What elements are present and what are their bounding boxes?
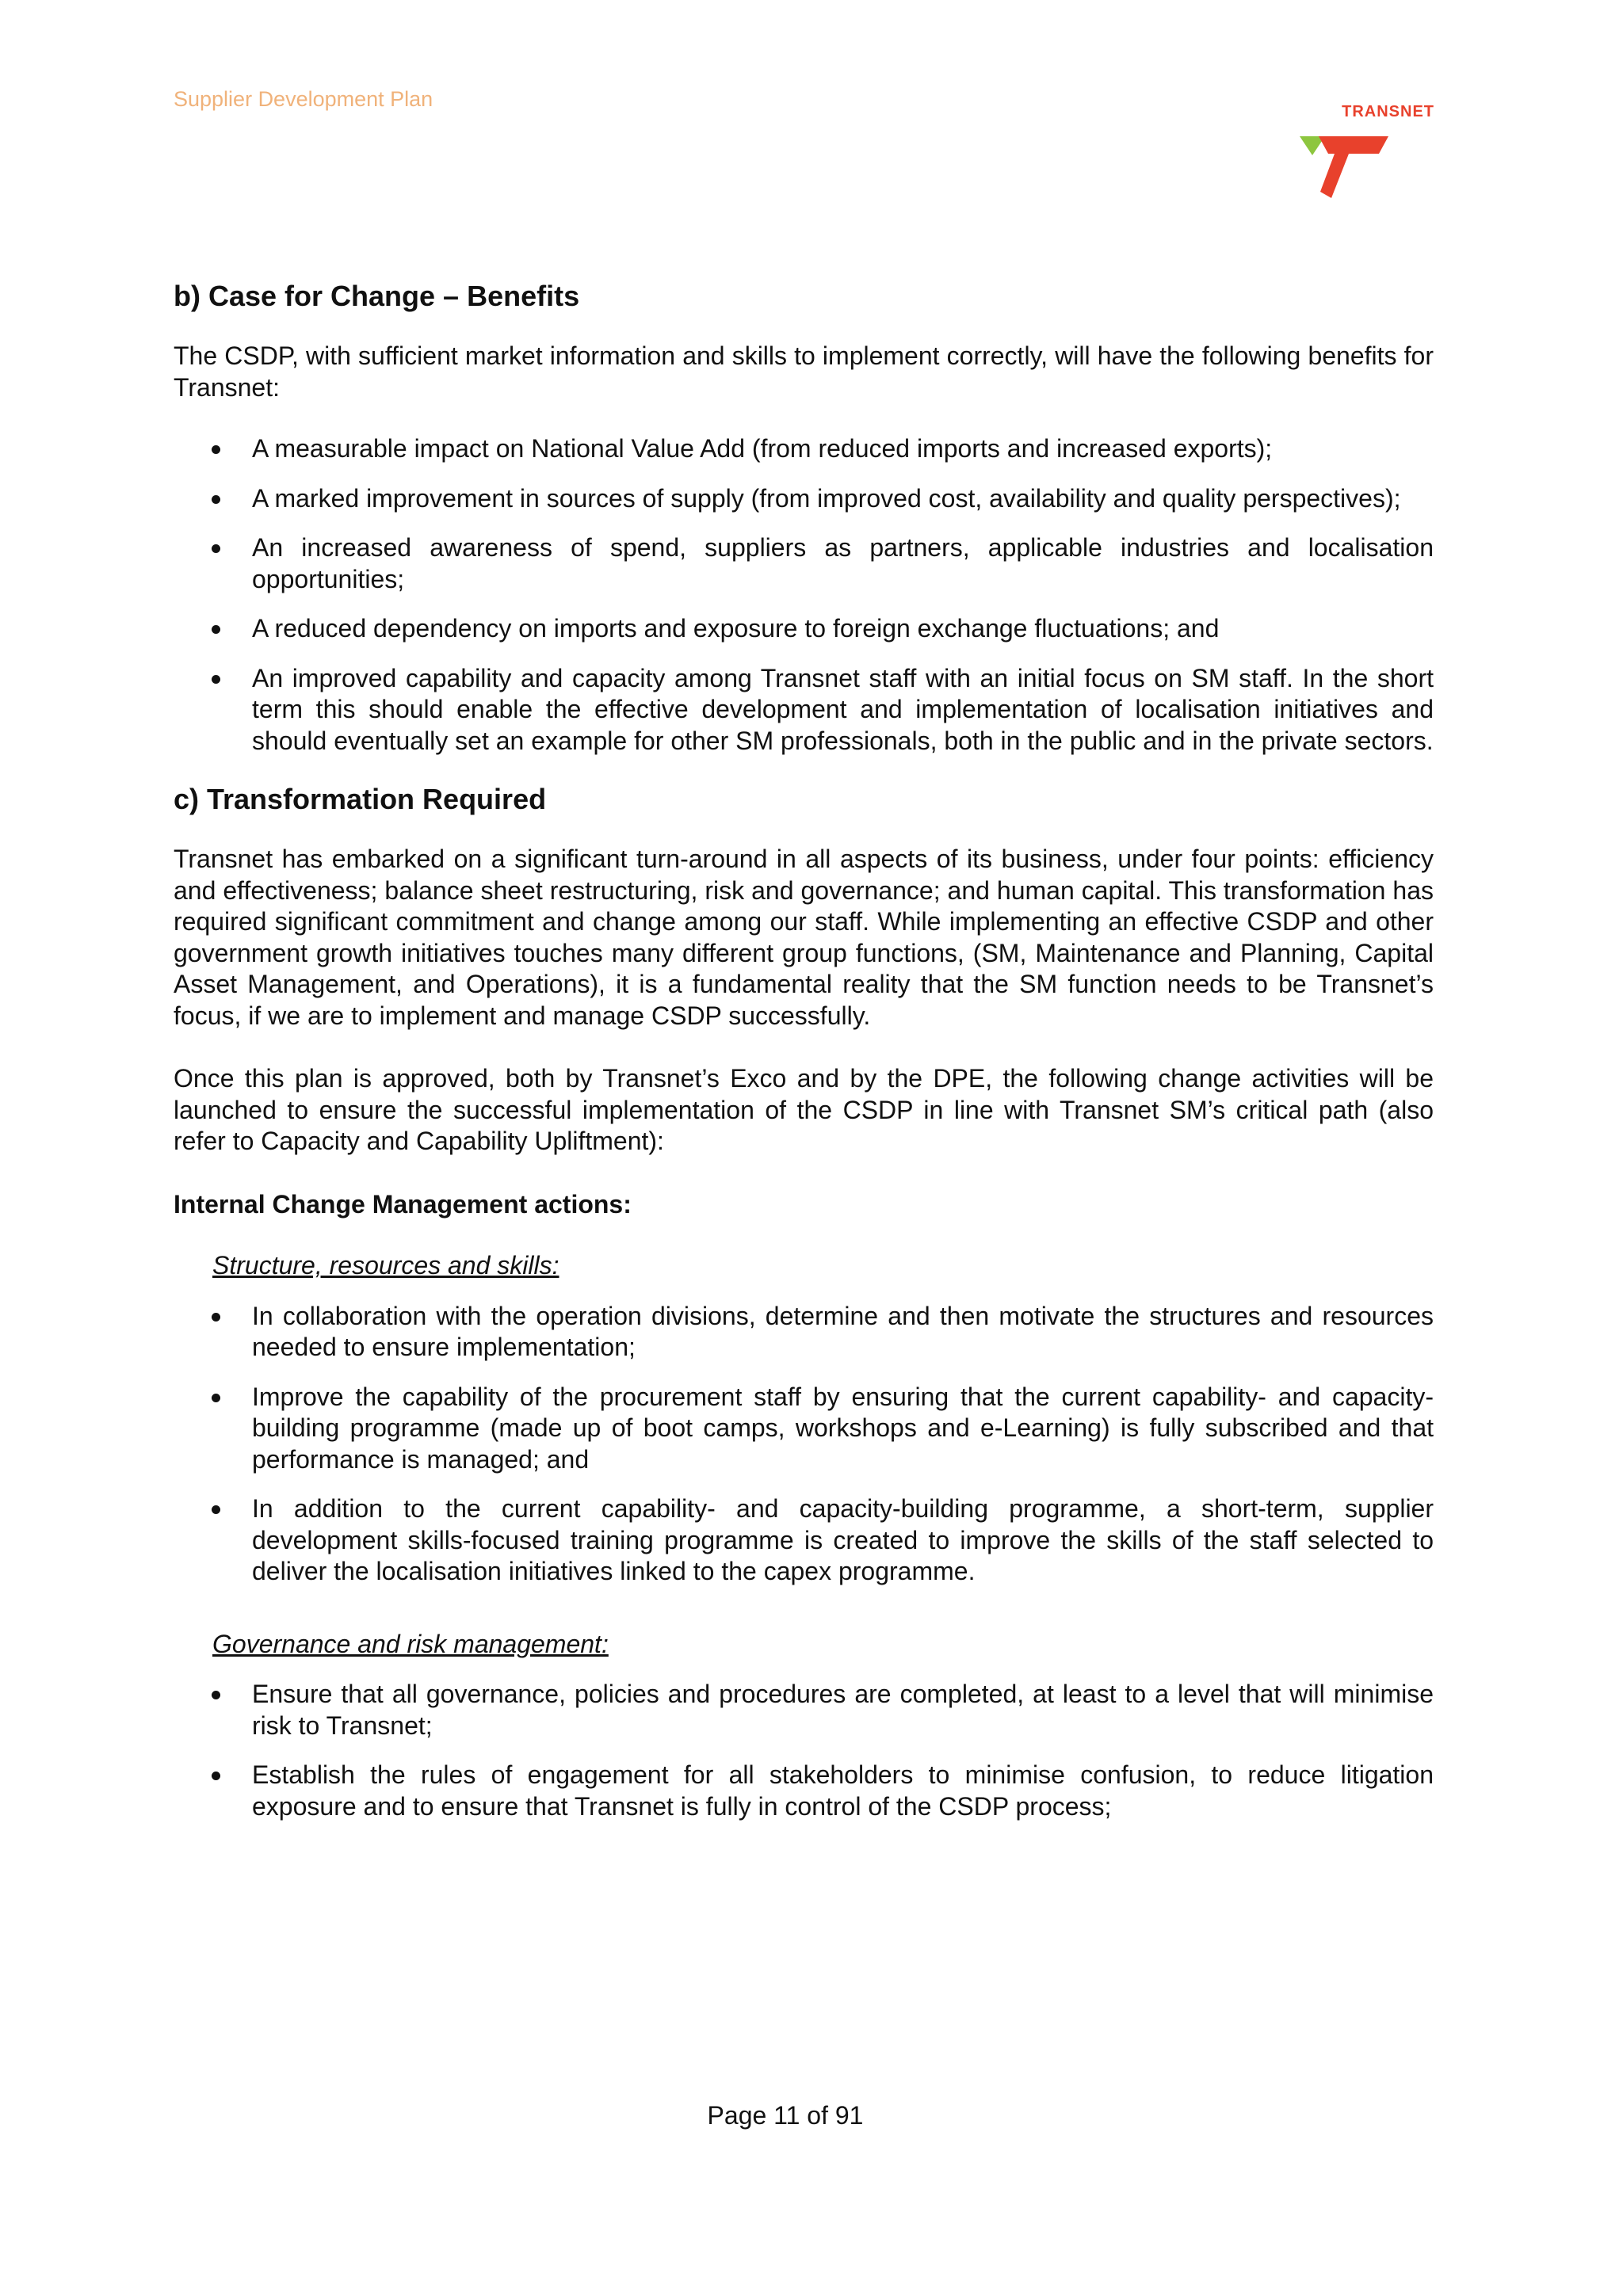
bullet-icon [212,1313,220,1322]
governance-subheading: Governance and risk management: [212,1629,609,1658]
structure-list [174,1301,1434,1588]
bullet-icon [212,1772,220,1780]
page-number: Page 11 of 91 [707,2101,864,2130]
bullet-icon [212,1505,220,1514]
list-item: A reduced dependency on imports and exposure to foreign exchange fluctuations; and [174,613,1434,645]
main-content [174,276,1434,1840]
bullet-icon [212,495,220,504]
internal-change-heading: Internal Change Management actions: [174,1189,632,1219]
list-item: In addition to the current capability- and capacity-building programme, a short-term, supplier development skills-focused training programme is created to improve the skills of the staff selected to deliver the localisation initiatives linked to the capex programme. [174,1493,1434,1588]
list-item: An increased awareness of spend, suppliers as partners, applicable industries and localisation opportunities; [174,532,1434,595]
bullet-icon [212,1691,220,1699]
list-item: Ensure that all governance, policies and procedures are completed, at least to a level that will minimise risk to Transnet; [174,1679,1434,1741]
bullet-icon [212,675,220,684]
list-item: In collaboration with the operation divisions, determine and then motivate the structures and resources needed to ensure implementation; [174,1301,1434,1363]
company-logo [1300,103,1434,202]
list-item: Improve the capability of the procurement staff by ensuring that the current capability- and capacity-building programme (made up of boot camps, workshops and e-Learning) is fully subscribed and that performance is managed; and [174,1382,1434,1476]
bullet-icon [212,625,220,634]
running-header-title: Supplier Development Plan [174,87,433,111]
section-c-paragraph-1: Transnet has embarked on a significant turn-around in all aspects of its business, under four points: efficiency and effectiveness; balance sheet restructuring, risk and governance; and human capital. This transformation has required significant commitment and change among our staff. While implementing an effective CSDP and other government growth initiatives touches many different group functions, (SM, Maintenance and Planning, Capital Asset Management, and Operations), it is a fundamental reality that the SM function needs to be Transnet’s focus, if we are to implement and manage CSDP successfully. [174,845,1434,1030]
section-c-paragraph-2: Once this plan is approved, both by Transnet’s Exco and by the DPE, the following change activities will be launched to ensure the successful implementation of the CSDP in line with Transnet SM’s critical path (also refer to Capacity and Capability Upliftment): [174,1064,1434,1155]
logo-wordmark: TRANSNET [1342,103,1434,120]
section-b-intro: The CSDP, with sufficient market information and skills to implement correctly, will have the following benefits for Transnet: [174,341,1434,402]
list-item: An improved capability and capacity among Transnet staff with an initial focus on SM staff. In the short term this should enable the effective development and implementation of localisation initiatives and should eventually set an example for other SM professionals, both in the public and in the private sectors. [174,663,1434,757]
section-c-heading: c) Transformation Required [174,783,547,815]
bullet-icon [212,544,220,553]
bullet-icon [212,1394,220,1402]
list-item: A measurable impact on National Value Add (from reduced imports and increased exports); [174,433,1434,465]
list-item: Establish the rules of engagement for all stakeholders to minimise confusion, to reduce litigation exposure and to ensure that Transnet is fully in control of the CSDP process; [174,1760,1434,1822]
governance-list [174,1679,1434,1822]
structure-subheading: Structure, resources and skills: [212,1251,559,1280]
transnet-logo-icon [1300,135,1395,202]
section-b-heading: b) Case for Change – Benefits [174,280,580,312]
list-item: A marked improvement in sources of supply (from improved cost, availability and quality perspectives); [174,483,1434,515]
bullet-icon [212,445,220,454]
benefits-list [174,433,1434,757]
